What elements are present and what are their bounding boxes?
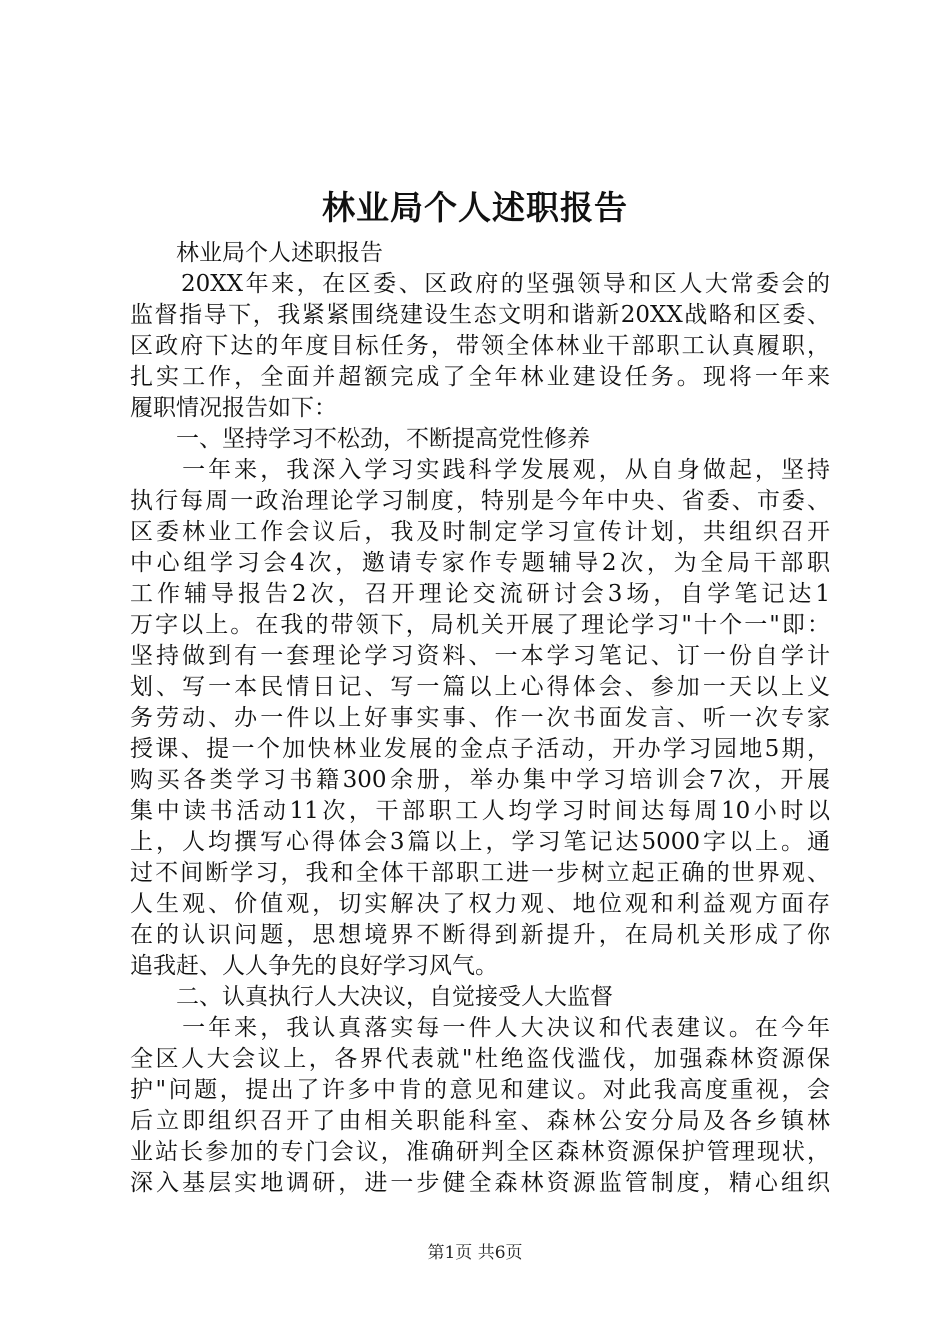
doc-line: 务劳动、办一件以上好事实事、作一次书面发言、听一次专家 [130, 705, 830, 731]
doc-line: 人生观、价值观，切实解决了权力观、地位观和利益观方面存 [130, 891, 830, 917]
doc-line: 履职情况报告如下： [130, 395, 337, 421]
page-title: 林业局个人述职报告 [322, 188, 628, 227]
doc-line: 一年来，我认真落实每一件人大决议和代表建议。在今年 [130, 1015, 830, 1041]
doc-line: 深入基层实地调研，进一步健全森林资源监管制度，精心组织 [130, 1170, 830, 1196]
doc-line: 过不间断学习，我和全体干部职工进一步树立起正确的世界观、 [130, 860, 830, 886]
doc-line: 万字以上。在我的带领下，局机关开展了理论学习"十个一"即： [130, 612, 830, 638]
section-heading: 一、坚持学习不松劲，不断提高党性修养 [130, 426, 590, 452]
doc-line: 中心组学习会4次，邀请专家作专题辅导2次，为全局干部职 [130, 550, 830, 576]
doc-line: 上，人均撰写心得体会3篇以上，学习笔记达5000字以上。通 [130, 829, 830, 855]
doc-line: 工作辅导报告2次，召开理论交流研讨会3场，自学笔记达1 [130, 581, 830, 607]
doc-line: 一年来，我深入学习实践科学发展观，从自身做起，坚持 [130, 457, 830, 483]
doc-line: 追我赶、人人争先的良好学习风气。 [130, 953, 498, 979]
doc-line: 区政府下达的年度目标任务，带领全体林业干部职工认真履职， [130, 333, 830, 359]
doc-line: 区委林业工作会议后，我及时制定学习宣传计划，共组织召开 [130, 519, 830, 545]
doc-line: 护"问题，提出了许多中肯的意见和建议。对此我高度重视，会 [130, 1077, 830, 1103]
doc-line: 集中读书活动11次，干部职工人均学习时间达每周10小时以 [130, 798, 830, 824]
section-heading: 二、认真执行人大决议，自觉接受人大监督 [130, 984, 613, 1010]
doc-line: 全区人大会议上，各界代表就"杜绝盗伐滥伐，加强森林资源保 [130, 1046, 830, 1072]
doc-line: 业站长参加的专门会议，准确研判全区森林资源保护管理现状， [130, 1139, 830, 1165]
doc-line: 在的认识问题，思想境界不断得到新提升，在局机关形成了你 [130, 922, 830, 948]
doc-line: 划、写一本民情日记、写一篇以上心得体会、参加一天以上义 [130, 674, 830, 700]
doc-line: 坚持做到有一套理论学习资料、一本学习笔记、订一份自学计 [130, 643, 830, 669]
doc-line: 后立即组织召开了由相关职能科室、森林公安分局及各乡镇林 [130, 1108, 830, 1134]
doc-line: 扎实工作，全面并超额完成了全年林业建设任务。现将一年来 [130, 364, 830, 390]
doc-line: 林业局个人述职报告 [130, 240, 383, 266]
doc-line: 监督指导下，我紧紧围绕建设生态文明和谐新20XX战略和区委、 [130, 302, 830, 328]
doc-line: 授课、提一个加快林业发展的金点子活动，开办学习园地5期， [130, 736, 830, 762]
doc-line: 执行每周一政治理论学习制度，特别是今年中央、省委、市委、 [130, 488, 830, 514]
document-body [130, 238, 830, 1199]
page-footer: 第1页 共6页 [427, 1243, 523, 1263]
doc-line: 20XX年来，在区委、区政府的坚强领导和区人大常委会的 [130, 271, 830, 297]
doc-line: 购买各类学习书籍300余册，举办集中学习培训会7次，开展 [130, 767, 830, 793]
